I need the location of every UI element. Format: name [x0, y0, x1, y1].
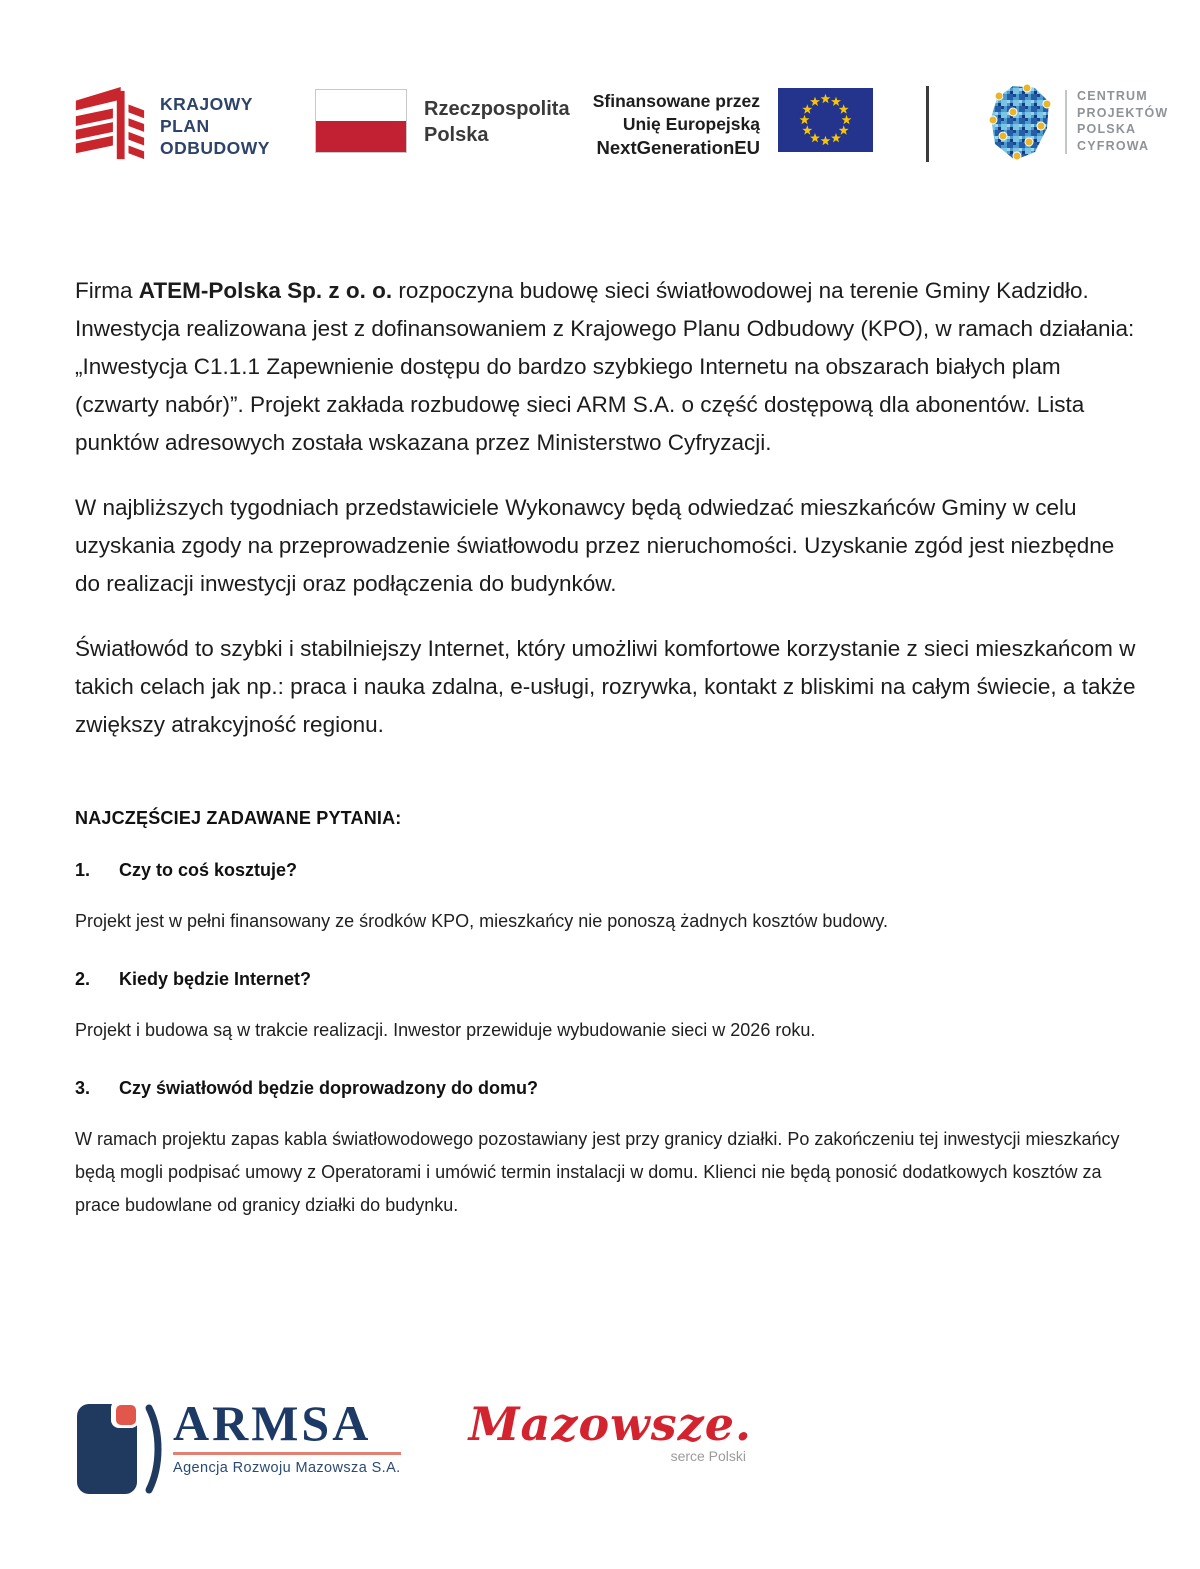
poland-flag-white-stripe: [316, 90, 406, 121]
paragraph-intro: [75, 272, 1137, 462]
header-divider: [926, 86, 929, 162]
faq-question-3-number: 3.: [75, 1078, 91, 1098]
cppc-line-1: CENTRUM: [1077, 89, 1148, 103]
republic-line-1: Rzeczpospolita: [424, 98, 570, 120]
eu-funding-label: [575, 90, 760, 159]
paragraph-benefits: Światłowód to szybki i stabilniejszy Internet, który umożliwi komfortowe korzystanie z sieci mieszkańcom w takich celach jak np.: praca i nauka zdalna, e-usługi, rozrywka, kontakt z bliskimi na całym świecie, a także zwiększy atrakcyjność regionu.: [75, 636, 1136, 737]
company-name: ATEM-Polska Sp. z o. o.: [138, 278, 393, 303]
armsa-logo: [75, 1396, 401, 1498]
poland-flag-red-stripe: [316, 121, 406, 152]
faq-question-2-number: 2.: [75, 969, 91, 989]
faq-question-3-text: Czy światłowód będzie doprowadzony do domu?: [119, 1078, 539, 1098]
cppc-maze-icon: [983, 82, 1055, 170]
republic-line-2: Polska: [424, 124, 489, 146]
faq-answer-3: W ramach projektu zapas kabla światłowodowego pozostawiany jest przy granicy działki. Po zakończeniu tej inwestycji mieszkańcy będą mogli podpisać umowy z Operatorami i umówić termin instalacji w domu. Klienci nie będą ponosić dodatkowych kosztów za prace budowlane od granicy działki do budynku.: [75, 1129, 1120, 1215]
armsa-subtitle: Agencja Rozwoju Mazowsza S.A.: [173, 1459, 401, 1476]
armsa-text-column: [173, 1395, 401, 1476]
cppc-logo: [983, 82, 1168, 170]
document-body: [75, 272, 1137, 1222]
kpo-logo: [70, 84, 270, 168]
armsa-book-icon: [75, 1396, 165, 1498]
faq-question-1-number: 1.: [75, 860, 91, 880]
mazowsze-logo: [469, 1398, 752, 1464]
paragraph-visits: W najbliższych tygodniach przedstawiciele Wykonawcy będą odwiedzać mieszkańców Gminy w celu uzyskania zgody na przeprowadzenie światłowodu przez nieruchomości. Uzyskanie zgód jest niezbędne do realizacji inwestycji oraz podłączenia do budynków.: [75, 495, 1115, 596]
eu-funding-line-3: NextGenerationEU: [596, 137, 760, 158]
mazowsze-wordmark: Mazowsze.: [468, 1397, 753, 1451]
faq-question-2: [75, 969, 1137, 990]
faq-question-1-text: Czy to coś kosztuje?: [119, 860, 298, 880]
faq-heading: NAJCZĘŚCIEJ ZADAWANE PYTANIA:: [75, 808, 402, 828]
faq-question-3: [75, 1078, 1137, 1099]
faq-answer-1: Projekt jest w pełni finansowany ze środków KPO, mieszkańcy nie ponoszą żadnych kosztów budowy.: [75, 911, 889, 931]
eu-flag-icon: [778, 88, 873, 157]
kpo-logo-text: [160, 93, 270, 159]
eu-funding-line-2: Unię Europejską: [622, 114, 760, 134]
paragraph-intro-before: Firma: [75, 278, 139, 303]
cppc-logo-text: [1077, 88, 1168, 154]
republic-of-poland-label: [424, 96, 570, 148]
kpo-line-1: KRAJOWY: [160, 94, 253, 114]
kpo-eagle-icon: [70, 84, 148, 168]
kpo-line-3: ODBUDOWY: [160, 138, 270, 158]
cppc-line-2: PROJEKTÓW: [1077, 105, 1169, 120]
poland-flag-icon: [315, 89, 407, 153]
armsa-underline: [173, 1452, 401, 1455]
faq-question-2-text: Kiedy będzie Internet?: [119, 969, 312, 989]
kpo-line-2: PLAN: [160, 116, 210, 136]
cppc-line-4: CYFROWA: [1077, 138, 1150, 153]
faq-answer-2: Projekt i budowa są w trakcie realizacji. Inwestor przewiduje wybudowanie sieci w 2026 roku.: [75, 1020, 816, 1040]
mazowsze-subtitle: serce Polski: [670, 1448, 747, 1464]
armsa-wordmark: ARMSA: [173, 1395, 372, 1451]
paragraph-intro-after: rozpoczyna budowę sieci światłowodowej na terenie Gminy Kadzidło. Inwestycja realizowana jest z dofinansowaniem z Krajowego Planu Odbudowy (KPO), w ramach działania: „Inwestycja C1.1.1 Zapewnienie dostępu do bardzo szybkiego Internetu na obszarach białych plam (czwarty nabór)”. Projekt zakłada rozbudowę sieci ARM S.A. o część dostępową dla abonentów. Lista punktów adresowych została wskazana przez Ministerstwo Cyfryzacji.: [75, 278, 1135, 455]
footer: [75, 1396, 752, 1498]
eu-funding-line-1: Sfinansowane przez: [592, 91, 760, 111]
cppc-divider: [1065, 90, 1067, 154]
cppc-line-3: POLSKA: [1077, 122, 1137, 136]
faq-question-1: [75, 860, 1137, 881]
